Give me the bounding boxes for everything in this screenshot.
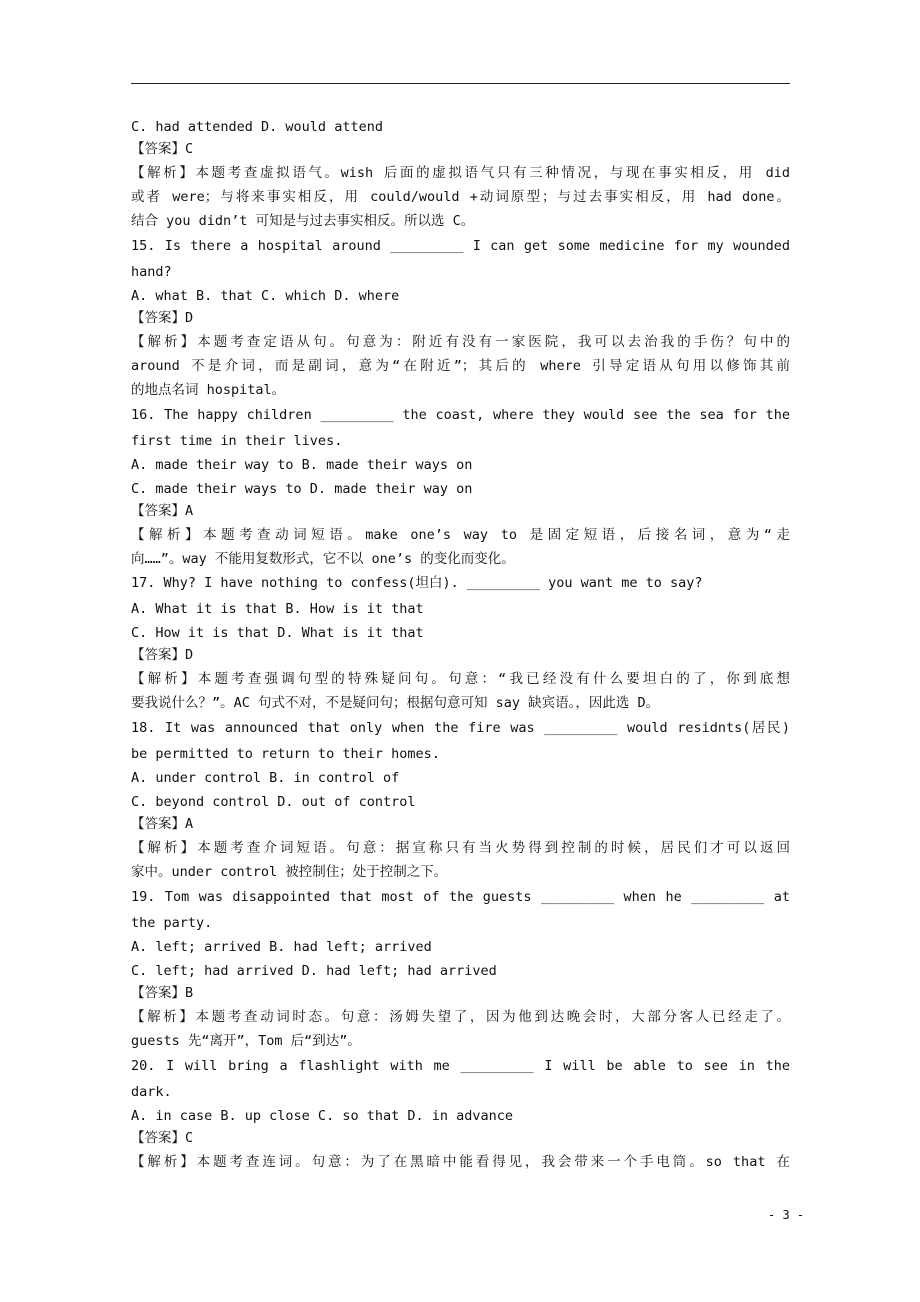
option-line: C. beyond control D. out of control <box>131 794 416 810</box>
option-line: C. How it is that D. What is it that <box>131 625 424 641</box>
question-line: 16. The happy children _________ the coast, where they would see the sea for the <box>131 407 790 423</box>
question-line: hand? <box>131 264 172 280</box>
question-line: 15. Is there a hospital around _________ I can get some medicine for my wounded <box>131 238 790 254</box>
explanation-line: 【解析】本题考查强调句型的特殊疑问句。句意：“我已经没有什么要坦白的了，你到底想 <box>131 671 790 687</box>
question-line: 20. I will bring a flashlight with me _________ I will be able to see in the <box>131 1058 790 1074</box>
explanation-line: 【解析】本题考查虚拟语气。wish 后面的虚拟语气只有三种情况，与现在事实相反，用 did <box>131 165 790 181</box>
explanation-line: 向……”。way 不能用复数形式，它不以 one’s 的变化而变化。 <box>131 551 515 567</box>
explanation-line: guests 先“离开”，Tom 后“到达”。 <box>131 1033 361 1049</box>
answer-line: 【答案】A <box>131 816 194 832</box>
explanation-line: around 不是介词，而是副词，意为“在附近”；其后的 where 引导定语从句用以修饰其前 <box>131 358 790 374</box>
option-line: C. made their ways to D. made their way on <box>131 481 473 497</box>
answer-line: 【答案】A <box>131 503 194 519</box>
answer-line: 【答案】C <box>131 141 194 157</box>
explanation-line: 家中。under control 被控制住；处于控制之下。 <box>131 864 448 880</box>
explanation-line: 【解析】本题考查动词短语。make one’s way to 是固定短语，后接名词，意为“走 <box>131 527 790 543</box>
question-line: 17. Why? I have nothing to confess(坦白). _________ you want me to say? <box>131 575 703 591</box>
question-line: first time in their lives. <box>131 433 343 449</box>
question-line: dark. <box>131 1084 172 1100</box>
option-line: A. What it is that B. How is it that <box>131 601 424 617</box>
question-line: be permitted to return to their homes. <box>131 746 440 762</box>
question-line: 18. It was announced that only when the fire was _________ would residnts(居民) <box>131 720 790 736</box>
answer-line: 【答案】D <box>131 647 194 663</box>
question-line: 19. Tom was disappointed that most of the guests _________ when he _________ at <box>131 889 790 905</box>
page-number: - 3 - <box>768 1208 805 1222</box>
explanation-line: 或者 were；与将来事实相反，用 could/would +动词原型；与过去事实相反，用 had done。 <box>131 189 790 205</box>
answer-line: 【答案】C <box>131 1130 194 1146</box>
explanation-line: 【解析】本题考查定语从句。句意为：附近有没有一家医院，我可以去治我的手伤？句中的 <box>131 334 790 350</box>
explanation-line: 【解析】本题考查动词时态。句意：汤姆失望了，因为他到达晚会时，大部分客人已经走了。 <box>131 1009 790 1025</box>
header-rule <box>131 83 790 84</box>
option-line: C. had attended D. would attend <box>131 119 383 135</box>
explanation-line: 的地点名词 hospital。 <box>131 382 286 398</box>
option-line: A. in case B. up close C. so that D. in advance <box>131 1108 514 1124</box>
option-line: C. left; had arrived D. had left; had arrived <box>131 963 497 979</box>
answer-line: 【答案】B <box>131 985 194 1001</box>
option-line: A. what B. that C. which D. where <box>131 288 400 304</box>
question-line: the party. <box>131 915 213 931</box>
option-line: A. left; arrived B. had left; arrived <box>131 939 432 955</box>
explanation-line: 要我说什么？”。AC 句式不对，不是疑问句；根据句意可知 say 缺宾语。，因此选 D。 <box>131 695 660 711</box>
answer-line: 【答案】D <box>131 310 194 326</box>
explanation-line: 【解析】本题考查介词短语。句意：据宣称只有当火势得到控制的时候，居民们才可以返回 <box>131 840 790 856</box>
explanation-line: 结合 you didn’t 可知是与过去事实相反。所以选 C。 <box>131 213 475 229</box>
option-line: A. under control B. in control of <box>131 770 400 786</box>
option-line: A. made their way to B. made their ways on <box>131 457 473 473</box>
explanation-line: 【解析】本题考查连词。句意：为了在黑暗中能看得见，我会带来一个手电筒。so that 在 <box>131 1154 790 1170</box>
